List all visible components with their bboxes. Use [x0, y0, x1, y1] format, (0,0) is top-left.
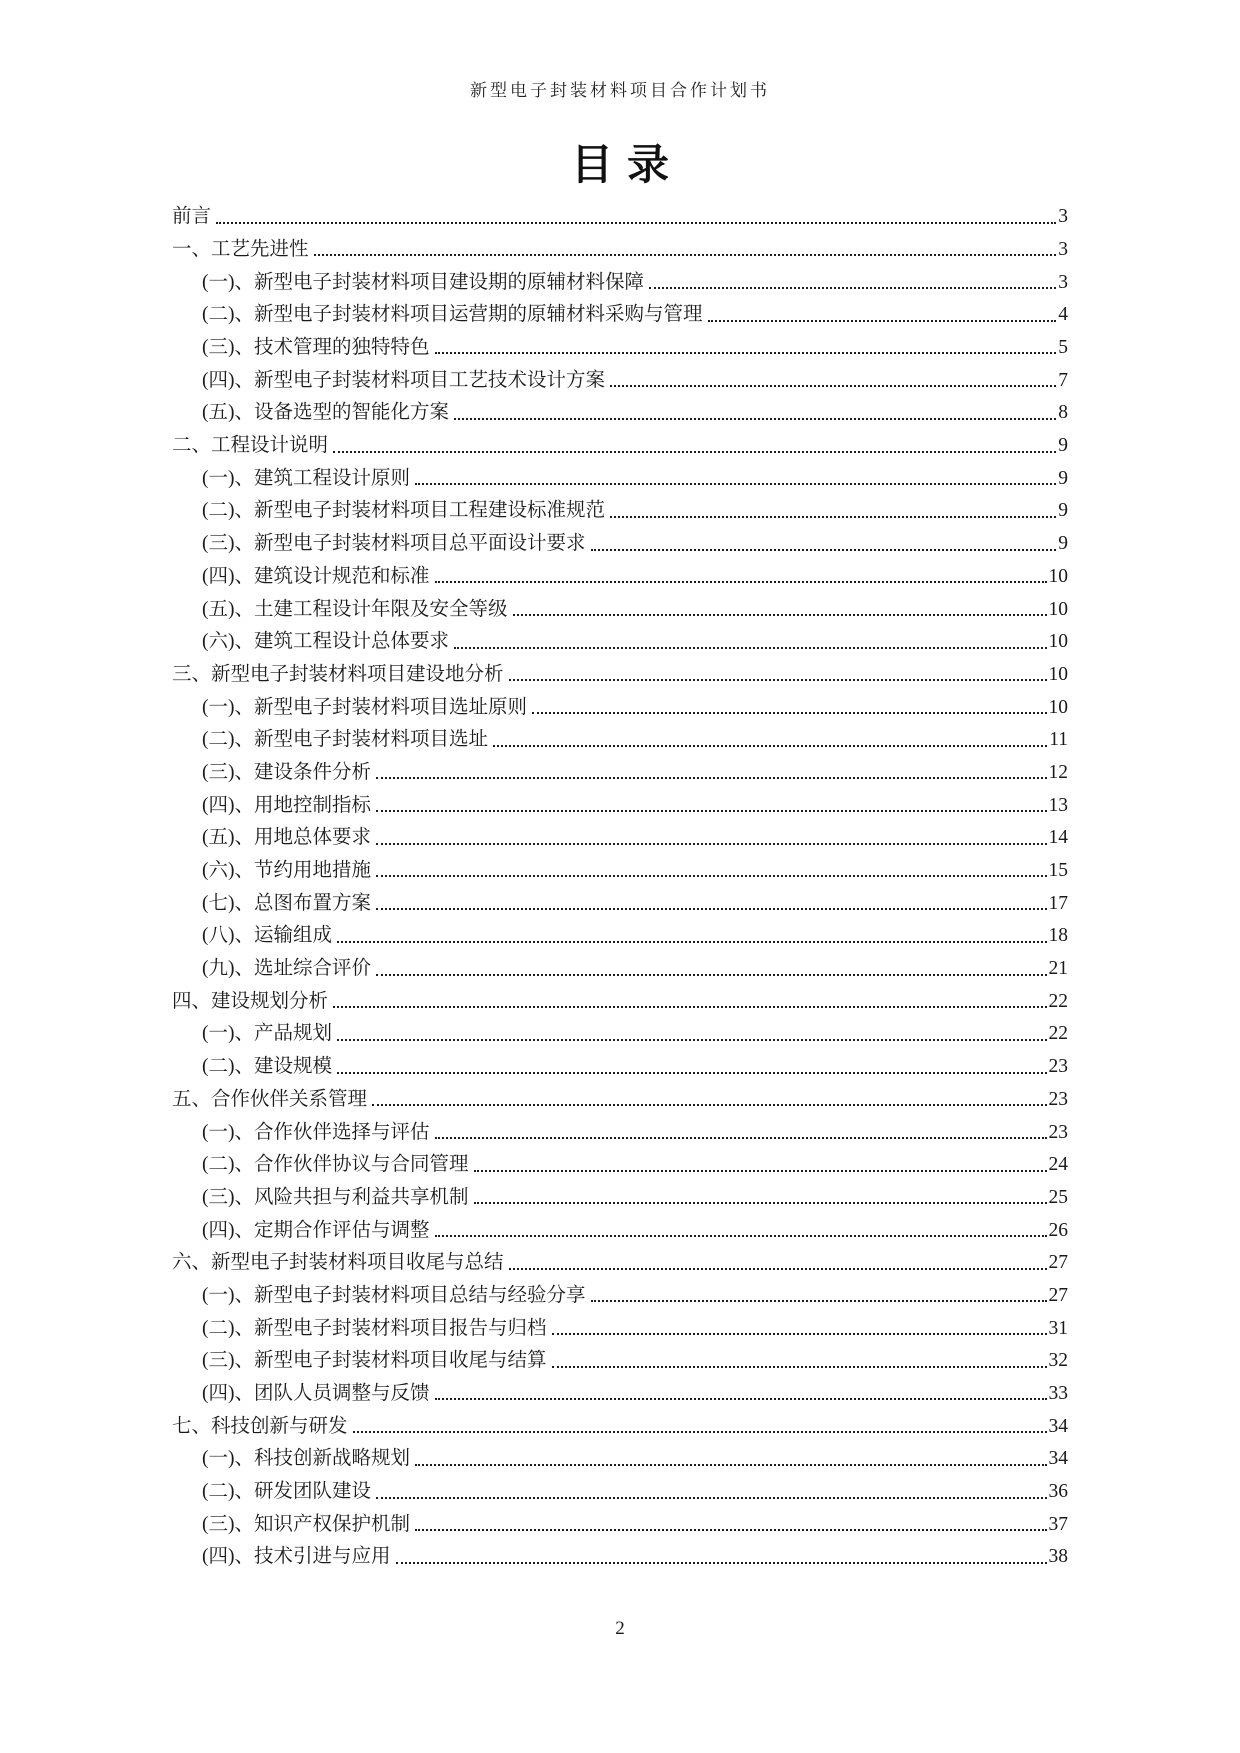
- toc-page-number: 13: [1048, 794, 1068, 816]
- toc-page-number: 9: [1058, 533, 1068, 555]
- toc-entry[interactable]: [172, 1405, 1068, 1438]
- toc-page-number: 3: [1058, 271, 1068, 293]
- toc-entry-label: 六、新型电子封装材料项目收尾与总结: [172, 1252, 504, 1274]
- toc-page-number: 10: [1048, 663, 1068, 685]
- toc-entry[interactable]: [172, 850, 1068, 883]
- toc-entry[interactable]: [172, 523, 1068, 556]
- toc-dot-leader: [376, 875, 1047, 877]
- toc-dot-leader: [708, 320, 1057, 322]
- toc-entry[interactable]: [172, 915, 1068, 948]
- toc-dot-leader: [333, 451, 1056, 453]
- toc-entry[interactable]: [172, 261, 1068, 294]
- toc-entry[interactable]: [172, 556, 1068, 589]
- toc-entry-label: (四)、团队人员调整与反馈: [202, 1383, 430, 1405]
- toc-dot-leader: [513, 614, 1047, 616]
- toc-page-number: 23: [1048, 1088, 1068, 1110]
- toc-entry-label: (三)、建设条件分析: [202, 761, 371, 783]
- footer-page-number: 2: [615, 1618, 625, 1639]
- toc-dot-leader: [435, 1137, 1047, 1139]
- toc-entry[interactable]: [172, 948, 1068, 981]
- toc-dot-leader: [376, 1497, 1047, 1499]
- toc-entry[interactable]: [172, 654, 1068, 687]
- toc-dot-leader: [552, 1366, 1047, 1368]
- toc-dot-leader: [415, 1529, 1047, 1531]
- toc-page-number: 9: [1058, 435, 1068, 457]
- toc-entry-label: 前言: [172, 206, 212, 228]
- toc-page-number: 33: [1048, 1383, 1068, 1405]
- toc-page-number: 3: [1058, 206, 1068, 228]
- document-header-title: 新型电子封装材料项目合作计划书: [470, 81, 770, 100]
- toc-entry-label: (二)、新型电子封装材料项目选址: [202, 729, 488, 751]
- toc-entry-label: (三)、新型电子封装材料项目总平面设计要求: [202, 533, 586, 555]
- toc-entry-label: 一、工艺先进性: [172, 238, 309, 260]
- toc-entry-label: (四)、定期合作评估与调整: [202, 1219, 430, 1241]
- toc-dot-leader: [454, 418, 1056, 420]
- toc-entry-label: (五)、土建工程设计年限及安全等级: [202, 598, 508, 620]
- toc-page-number: 32: [1048, 1350, 1068, 1372]
- toc-dot-leader: [376, 843, 1047, 845]
- toc-page-number: 4: [1058, 304, 1068, 326]
- toc-page-number: 18: [1048, 925, 1068, 947]
- toc-page-number: 23: [1048, 1056, 1068, 1078]
- toc-dot-leader: [415, 1464, 1047, 1466]
- toc-entry-label: (一)、建筑工程设计原则: [202, 467, 410, 489]
- toc-entry[interactable]: [172, 1340, 1068, 1373]
- toc-entry[interactable]: [172, 229, 1068, 262]
- toc-page-number: 26: [1048, 1219, 1068, 1241]
- toc-dot-leader: [372, 1104, 1046, 1106]
- toc-entry-label: (三)、新型电子封装材料项目收尾与结算: [202, 1350, 547, 1372]
- toc-entry-label: (七)、总图布置方案: [202, 892, 371, 914]
- toc-page-number: 38: [1048, 1546, 1068, 1568]
- toc-page-number: 17: [1048, 892, 1068, 914]
- toc-page-number: 24: [1048, 1154, 1068, 1176]
- toc-entry-label: (一)、合作伙伴选择与评估: [202, 1121, 430, 1143]
- toc-dot-leader: [474, 1202, 1047, 1204]
- toc-dot-leader: [435, 1235, 1047, 1237]
- toc-dot-leader: [610, 385, 1056, 387]
- toc-dot-leader: [532, 712, 1047, 714]
- toc-page-number: 9: [1058, 500, 1068, 522]
- toc-entry-label: 四、建设规划分析: [172, 990, 329, 1012]
- toc-entry-label: (九)、选址综合评价: [202, 958, 371, 980]
- toc-entry-label: (五)、设备选型的智能化方案: [202, 402, 449, 424]
- toc-entry[interactable]: [172, 1471, 1068, 1504]
- toc-entry[interactable]: [172, 588, 1068, 621]
- toc-page-number: 31: [1048, 1317, 1068, 1339]
- toc-entry[interactable]: [172, 1504, 1068, 1537]
- toc-dot-leader: [415, 483, 1056, 485]
- toc-entry[interactable]: [172, 1275, 1068, 1308]
- toc-entry-label: (四)、用地控制指标: [202, 794, 371, 816]
- toc-page-number: 10: [1048, 565, 1068, 587]
- toc-entry-label: (三)、技术管理的独特特色: [202, 337, 430, 359]
- toc-page-number: 22: [1048, 990, 1068, 1012]
- toc-entry[interactable]: [172, 1307, 1068, 1340]
- toc-dot-leader: [376, 974, 1047, 976]
- toc-entry-label: (四)、技术引进与应用: [202, 1546, 391, 1568]
- toc-dot-leader: [509, 679, 1047, 681]
- toc-dot-leader: [509, 1268, 1047, 1270]
- toc-entry-label: (二)、新型电子封装材料项目运营期的原辅材料采购与管理: [202, 304, 703, 326]
- toc-page-number: 5: [1058, 337, 1068, 359]
- toc-page-number: 22: [1048, 1023, 1068, 1045]
- toc-dot-leader: [591, 549, 1057, 551]
- toc-dot-leader: [610, 516, 1056, 518]
- toc-dot-leader: [376, 777, 1047, 779]
- toc-entry[interactable]: [172, 621, 1068, 654]
- toc-entry[interactable]: [172, 294, 1068, 327]
- toc-entry-label: (六)、节约用地措施: [202, 860, 371, 882]
- toc-entry-label: 五、合作伙伴关系管理: [172, 1088, 368, 1110]
- toc-dot-leader: [396, 1562, 1047, 1564]
- toc-page-number: 23: [1048, 1121, 1068, 1143]
- toc-page-number: 27: [1048, 1284, 1068, 1306]
- toc-dot-leader: [337, 1039, 1047, 1041]
- toc-entry[interactable]: [172, 1046, 1068, 1079]
- toc-entry[interactable]: [172, 392, 1068, 425]
- toc-entry[interactable]: [172, 1177, 1068, 1210]
- toc-entry[interactable]: [172, 359, 1068, 392]
- toc-entry-label: (四)、建筑设计规范和标准: [202, 565, 430, 587]
- toc-entry[interactable]: [172, 1438, 1068, 1471]
- toc-entry-label: 二、工程设计说明: [172, 435, 329, 457]
- toc-entry-label: (八)、运输组成: [202, 925, 332, 947]
- toc-entry-label: (一)、新型电子封装材料项目总结与经验分享: [202, 1284, 586, 1306]
- toc-dot-leader: [435, 1398, 1047, 1400]
- toc-entry[interactable]: [172, 458, 1068, 491]
- toc-entry[interactable]: [172, 686, 1068, 719]
- toc-entry[interactable]: [172, 1373, 1068, 1406]
- toc-entry-label: (二)、合作伙伴协议与合同管理: [202, 1154, 469, 1176]
- toc-dot-leader: [314, 254, 1057, 256]
- toc-entry[interactable]: [172, 425, 1068, 458]
- toc-entry-label: (一)、新型电子封装材料项目建设期的原辅材料保障: [202, 271, 644, 293]
- toc-entry[interactable]: [172, 719, 1068, 752]
- toc-entry[interactable]: [172, 752, 1068, 785]
- toc-entry[interactable]: [172, 327, 1068, 360]
- toc-entry[interactable]: [172, 981, 1068, 1014]
- toc-page-number: 10: [1048, 696, 1068, 718]
- toc-entry-label: 七、科技创新与研发: [172, 1415, 348, 1437]
- table-of-contents: [172, 196, 1068, 1576]
- toc-page-number: 27: [1048, 1252, 1068, 1274]
- toc-dot-leader: [337, 1072, 1047, 1074]
- toc-dot-leader: [376, 810, 1047, 812]
- toc-page-number: 37: [1048, 1513, 1068, 1535]
- toc-entry[interactable]: [172, 1242, 1068, 1275]
- toc-entry[interactable]: [172, 1144, 1068, 1177]
- toc-entry[interactable]: [172, 1209, 1068, 1242]
- toc-page-number: 11: [1049, 729, 1068, 751]
- toc-page-number: 12: [1048, 761, 1068, 783]
- toc-entry-label: (二)、新型电子封装材料项目报告与归档: [202, 1317, 547, 1339]
- toc-page-number: 21: [1048, 958, 1068, 980]
- toc-entry-label: 三、新型电子封装材料项目建设地分析: [172, 663, 504, 685]
- toc-dot-leader: [591, 1300, 1047, 1302]
- toc-entry-label: (二)、新型电子封装材料项目工程建设标准规范: [202, 500, 605, 522]
- page-title: 目录: [570, 143, 683, 189]
- toc-page-number: 7: [1058, 369, 1068, 391]
- toc-dot-leader: [337, 941, 1047, 943]
- toc-entry-label: (一)、产品规划: [202, 1023, 332, 1045]
- toc-entry-label: (一)、新型电子封装材料项目选址原则: [202, 696, 527, 718]
- toc-dot-leader: [649, 287, 1056, 289]
- toc-dot-leader: [474, 1170, 1047, 1172]
- toc-page-number: 34: [1048, 1415, 1068, 1437]
- toc-entry[interactable]: [172, 196, 1068, 229]
- toc-dot-leader: [493, 745, 1047, 747]
- toc-entry-label: (六)、建筑工程设计总体要求: [202, 631, 449, 653]
- toc-dot-leader: [454, 647, 1047, 649]
- toc-entry[interactable]: [172, 882, 1068, 915]
- toc-entry[interactable]: [172, 784, 1068, 817]
- toc-page-number: 10: [1048, 631, 1068, 653]
- toc-entry-label: (二)、研发团队建设: [202, 1481, 371, 1503]
- toc-entry-label: (一)、科技创新战略规划: [202, 1448, 410, 1470]
- toc-dot-leader: [552, 1333, 1047, 1335]
- toc-page-number: 25: [1048, 1186, 1068, 1208]
- toc-page-number: 3: [1058, 238, 1068, 260]
- toc-entry[interactable]: [172, 490, 1068, 523]
- toc-entry-label: (四)、新型电子封装材料项目工艺技术设计方案: [202, 369, 605, 391]
- toc-entry-label: (三)、风险共担与利益共享机制: [202, 1186, 469, 1208]
- toc-page-number: 14: [1048, 827, 1068, 849]
- toc-entry[interactable]: [172, 1079, 1068, 1112]
- toc-page-number: 9: [1058, 467, 1068, 489]
- toc-page-number: 10: [1048, 598, 1068, 620]
- toc-dot-leader: [333, 1006, 1046, 1008]
- toc-dot-leader: [435, 581, 1047, 583]
- toc-entry-label: (五)、用地总体要求: [202, 827, 371, 849]
- toc-dot-leader: [353, 1431, 1047, 1433]
- toc-dot-leader: [435, 352, 1057, 354]
- toc-entry[interactable]: [172, 1111, 1068, 1144]
- toc-entry-label: (二)、建设规模: [202, 1056, 332, 1078]
- toc-page-number: 34: [1048, 1448, 1068, 1470]
- toc-entry-label: (三)、知识产权保护机制: [202, 1513, 410, 1535]
- toc-entry[interactable]: [172, 1013, 1068, 1046]
- toc-page-number: 15: [1048, 860, 1068, 882]
- toc-entry[interactable]: [172, 1536, 1068, 1569]
- toc-page-number: 8: [1058, 402, 1068, 424]
- toc-dot-leader: [376, 908, 1047, 910]
- toc-dot-leader: [216, 222, 1056, 224]
- toc-entry[interactable]: [172, 817, 1068, 850]
- toc-page-number: 36: [1048, 1481, 1068, 1503]
